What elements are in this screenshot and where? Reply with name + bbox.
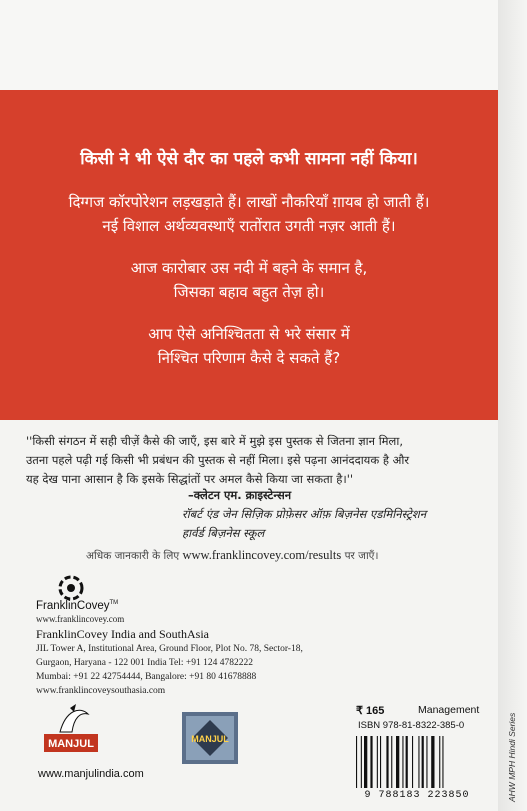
barcode-bar [431, 736, 434, 788]
quote-line: उतना पहले पढ़ी गई किसी भी प्रबंधन की पुस्तक से नहीं मिला। इसे पढ़ना आनंददायक है और [26, 453, 410, 467]
barcode-bar [396, 736, 399, 788]
franklincovey-website[interactable]: www.franklincovey.com [36, 614, 125, 624]
badge-text: MANJUL [191, 734, 229, 744]
address-line: Gurgaon, Haryana - 122 001 India Tel: +91 124 4782222 [36, 658, 253, 668]
spine-series-code: AHW MPH Hindi Series [507, 712, 517, 802]
barcode-bar [406, 736, 408, 788]
barcode-number: 9 788183 223850 [364, 790, 470, 801]
panel-para-2-line-1: आज कारोबार उस नदी में बहने के समान है, [130, 259, 368, 277]
top-margin [0, 0, 498, 90]
barcode-bar [439, 736, 440, 788]
address-line: www.franklincoveysouthasia.com [36, 686, 166, 696]
address-line: Mumbai: +91 22 42754444, Bangalore: +91 80 41678888 [36, 672, 257, 682]
franklincovey-brand: FranklinCovey™ [36, 600, 119, 612]
manjul-logo-text: MANJUL [48, 738, 94, 750]
category: Management [418, 704, 480, 716]
barcode-bar [370, 736, 372, 788]
barcode-bar [356, 736, 357, 788]
isbn-barcode [352, 734, 482, 790]
barcode-bar [402, 736, 403, 788]
barcode-bar [426, 736, 427, 788]
trademark-mark: TM [109, 600, 119, 607]
price: ₹ 165 [356, 705, 385, 717]
panel-para-1-line-2: नई विशाल अर्थव्यवस्थाएँ रातोंरात उगती नज़र आती हैं। [102, 217, 396, 235]
barcode-bar [380, 736, 381, 788]
quote-author: –क्लेटन एम. क्राइस्टेन्सन [188, 488, 292, 502]
manjul-logo [40, 702, 102, 760]
barcode-bar [412, 736, 413, 788]
quote-author-institution: हार्वर्ड बिज़नेस स्कूल [182, 526, 265, 540]
publisher-website[interactable]: www.manjulindia.com [38, 768, 144, 780]
headline: किसी ने भी ऐसे दौर का पहले कभी सामना नहीं किया। [80, 149, 418, 169]
panel-para-3-line-1: आप ऐसे अनिश्चितता से भरे संसार में [148, 325, 350, 343]
barcode-bar [377, 736, 378, 788]
publisher-award-badge [182, 712, 238, 764]
testimonial-quote [26, 432, 488, 489]
more-info-url[interactable]: www.franklincovey.com/results [182, 548, 342, 562]
more-info-suffix: पर जाएँ। [344, 550, 379, 562]
isbn: ISBN 978-81-8322-385-0 [358, 720, 465, 731]
barcode-bar [422, 736, 424, 788]
panel-para-2-line-2: जिसका बहाव बहुत तेज़ हो। [173, 283, 325, 301]
barcode-bar [361, 736, 362, 788]
barcode-bar [391, 736, 392, 788]
panel-para-3-line-2: निश्चित परिणाम कैसे दे सकते हैं? [157, 349, 341, 367]
quote-line: ''किसी संगठन में सही चीज़ें कैसे की जाएँ, इस बारे में मुझे इस पुस्तक से जितना ज्ञान मिला, [26, 434, 403, 448]
more-info-prefix: अधिक जानकारी के लिए [86, 550, 180, 562]
quote-line: यह देख पाना आसान है कि इसके सिद्धांतों पर अमल कैसे किया जा सकता है।'' [26, 472, 354, 486]
barcode-bar [442, 736, 443, 788]
office-title: FranklinCovey India and SouthAsia [36, 627, 209, 641]
panel-para-1-line-1: दिग्गज कॉरपोरेशन लड़खड़ाते हैं। लाखों नौकरियाँ ग़ायब हो जाती हैं। [68, 193, 430, 211]
franklincovey-compass-icon [56, 573, 86, 603]
quote-author-title: रॉबर्ट एंड जेन सिज़िक प्रोफ़ेसर ऑफ़ बिज़नेस एडमिनिस्ट्रेशन [182, 507, 427, 521]
barcode-bar [364, 736, 367, 788]
red-panel [0, 90, 498, 420]
address-line: JIL Tower A, Institutional Area, Ground Floor, Plot No. 78, Sector-18, [36, 644, 303, 654]
barcode-bar [418, 736, 419, 788]
more-info-line [86, 548, 378, 563]
barcode-bar [386, 736, 388, 788]
